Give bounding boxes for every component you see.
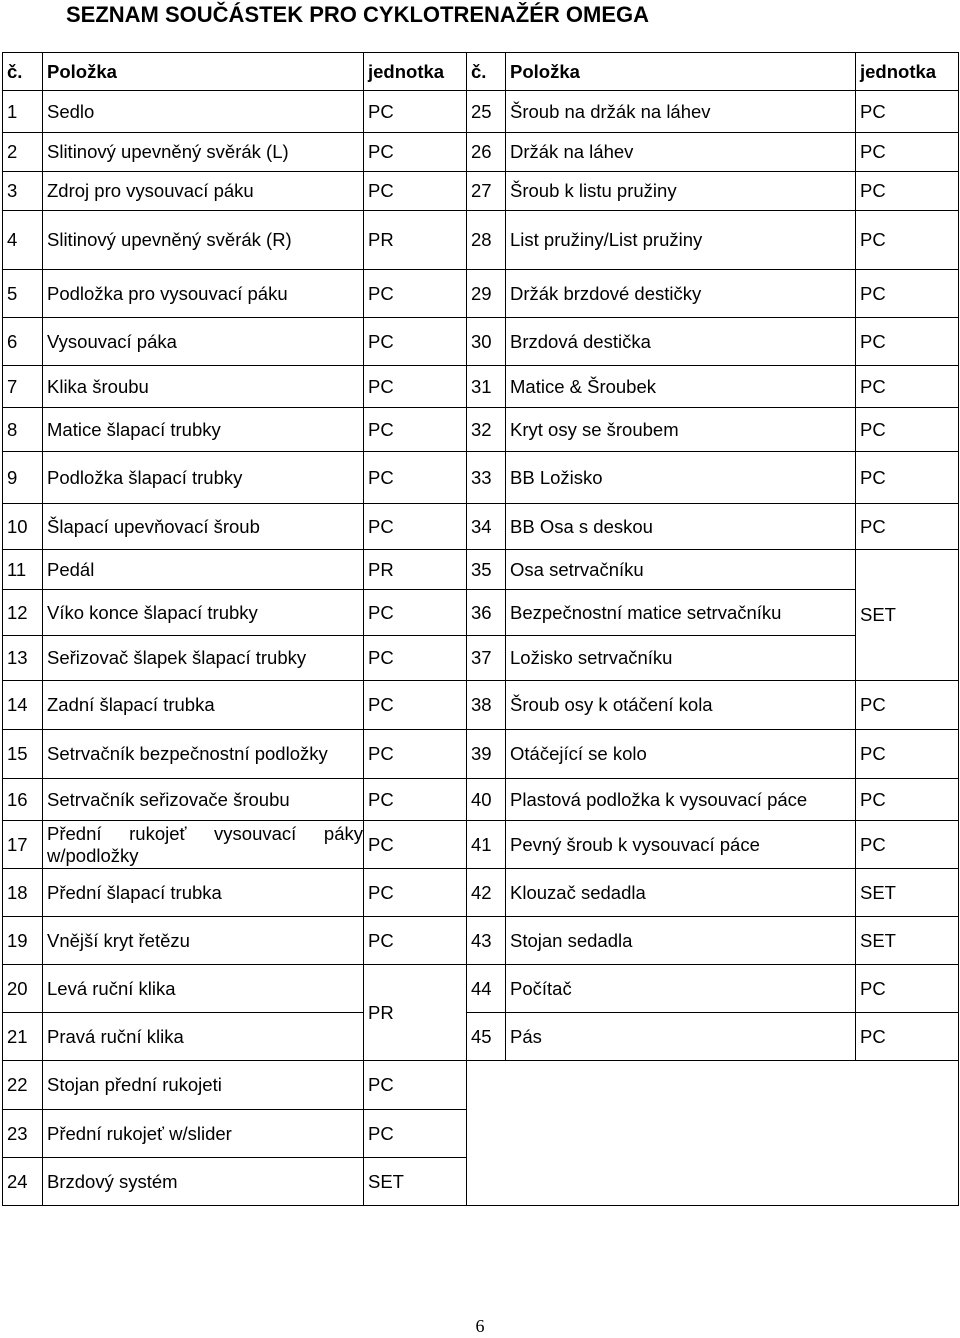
table-row xyxy=(3,318,959,366)
part-unit: PC xyxy=(364,917,467,965)
part-name: Počítač xyxy=(506,965,856,1013)
part-unit: PC xyxy=(856,408,959,452)
part-unit: PC xyxy=(856,133,959,172)
part-name: Šroub na držák na láhev xyxy=(506,91,856,133)
part-number: 39 xyxy=(467,730,506,779)
part-number: 24 xyxy=(3,1158,43,1206)
table-row xyxy=(3,211,959,270)
part-unit: PC xyxy=(364,318,467,366)
part-number: 4 xyxy=(3,211,43,270)
part-number: 42 xyxy=(467,869,506,917)
part-unit: PC xyxy=(364,270,467,318)
part-number: 31 xyxy=(467,366,506,408)
part-number: 22 xyxy=(3,1061,43,1110)
part-unit: PC xyxy=(364,172,467,211)
part-number: 45 xyxy=(467,1013,506,1061)
part-name: Slitinový upevněný svěrák (L) xyxy=(43,133,364,172)
part-number: 6 xyxy=(3,318,43,366)
table-row xyxy=(3,821,959,869)
part-name: Víko konce šlapací trubky xyxy=(43,590,364,636)
part-number: 25 xyxy=(467,91,506,133)
part-unit: PC xyxy=(364,408,467,452)
part-unit: PR xyxy=(364,550,467,590)
part-unit: PC xyxy=(856,681,959,730)
part-number: 3 xyxy=(3,172,43,211)
part-name: Brzdová destička xyxy=(506,318,856,366)
part-number: 33 xyxy=(467,452,506,504)
table-header-row xyxy=(3,53,959,91)
part-unit: PC xyxy=(364,636,467,681)
part-unit: SET xyxy=(856,869,959,917)
part-unit: PC xyxy=(364,133,467,172)
part-name: Kryt osy se šroubem xyxy=(506,408,856,452)
part-name: Matice šlapací trubky xyxy=(43,408,364,452)
part-name: Šlapací upevňovací šroub xyxy=(43,504,364,550)
part-number: 34 xyxy=(467,504,506,550)
table-row xyxy=(3,681,959,730)
part-name: Stojan přední rukojeti xyxy=(43,1061,364,1110)
header-unit-right: jednotka xyxy=(856,53,959,91)
part-name: Pedál xyxy=(43,550,364,590)
part-number: 35 xyxy=(467,550,506,590)
table-row xyxy=(3,504,959,550)
part-unit: PC xyxy=(856,318,959,366)
part-unit: PC xyxy=(856,211,959,270)
table-row xyxy=(3,550,959,590)
part-unit: PC xyxy=(856,452,959,504)
part-number: 8 xyxy=(3,408,43,452)
part-unit: PC xyxy=(364,1110,467,1158)
table-row xyxy=(3,730,959,779)
part-unit: PC xyxy=(364,590,467,636)
part-name: Pás xyxy=(506,1013,856,1061)
part-unit: PC xyxy=(364,91,467,133)
part-name: Zdroj pro vysouvací páku xyxy=(43,172,364,211)
part-name: Slitinový upevněný svěrák (R) xyxy=(43,211,364,270)
part-unit: PC xyxy=(856,270,959,318)
header-number-right: č. xyxy=(467,53,506,91)
table-row xyxy=(3,965,959,1013)
part-name: Levá ruční klika xyxy=(43,965,364,1013)
part-name: Šroub osy k otáčení kola xyxy=(506,681,856,730)
part-number: 7 xyxy=(3,366,43,408)
part-name: Klika šroubu xyxy=(43,366,364,408)
part-number: 11 xyxy=(3,550,43,590)
part-name: Stojan sedadla xyxy=(506,917,856,965)
part-number: 20 xyxy=(3,965,43,1013)
part-unit: PC xyxy=(856,172,959,211)
table-row xyxy=(3,590,959,636)
part-name: Osa setrvačníku xyxy=(506,550,856,590)
header-item-right: Položka xyxy=(506,53,856,91)
part-number: 12 xyxy=(3,590,43,636)
header-number-left: č. xyxy=(3,53,43,91)
part-name: Seřizovač šlapek šlapací trubky xyxy=(43,636,364,681)
part-unit: PC xyxy=(364,452,467,504)
part-number: 21 xyxy=(3,1013,43,1061)
table-row xyxy=(3,408,959,452)
part-name: Matice & Šroubek xyxy=(506,366,856,408)
part-unit: PC xyxy=(364,821,467,869)
part-unit: PC xyxy=(364,730,467,779)
table-row xyxy=(3,1061,959,1110)
part-number: 26 xyxy=(467,133,506,172)
part-unit: PC xyxy=(856,366,959,408)
part-name: Setrvačník bezpečnostní podložky xyxy=(43,730,364,779)
part-name: Šroub k listu pružiny xyxy=(506,172,856,211)
part-number: 10 xyxy=(3,504,43,550)
table-row xyxy=(3,917,959,965)
part-name: Setrvačník seřizovače šroubu xyxy=(43,779,364,821)
part-unit: PC xyxy=(856,730,959,779)
part-unit: PC xyxy=(364,504,467,550)
table-row xyxy=(3,133,959,172)
part-unit: PC xyxy=(856,1013,959,1061)
part-name: List pružiny/List pružiny xyxy=(506,211,856,270)
part-number: 28 xyxy=(467,211,506,270)
page-number: 6 xyxy=(475,1316,485,1336)
part-unit: PC xyxy=(364,366,467,408)
part-number: 1 xyxy=(3,91,43,133)
part-unit: PC xyxy=(856,91,959,133)
part-unit: SET xyxy=(364,1158,467,1206)
part-name: Přední rukojeť w/slider xyxy=(43,1110,364,1158)
part-unit: SET xyxy=(856,917,959,965)
part-name xyxy=(43,821,364,869)
part-name: Klouzač sedadla xyxy=(506,869,856,917)
part-number: 5 xyxy=(3,270,43,318)
empty-cell xyxy=(467,1061,959,1206)
part-name: Bezpečnostní matice setrvačníku xyxy=(506,590,856,636)
part-unit: PC xyxy=(856,821,959,869)
part-name-line: Přední rukojeť vysouvací páky xyxy=(47,822,363,844)
part-name: Zadní šlapací trubka xyxy=(43,681,364,730)
part-number: 14 xyxy=(3,681,43,730)
part-name: Plastová podložka k vysouvací páce xyxy=(506,779,856,821)
part-unit: PR xyxy=(364,211,467,270)
part-name: Přední šlapací trubka xyxy=(43,869,364,917)
part-number: 15 xyxy=(3,730,43,779)
part-unit-merged: PR xyxy=(364,965,467,1061)
part-number: 38 xyxy=(467,681,506,730)
page-title: SEZNAM SOUČÁSTEK PRO CYKLOTRENAŽÉR OMEGA xyxy=(66,2,650,27)
part-number: 27 xyxy=(467,172,506,211)
table-row xyxy=(3,366,959,408)
part-number: 18 xyxy=(3,869,43,917)
part-unit-merged: SET xyxy=(856,550,959,681)
part-unit: PC xyxy=(364,869,467,917)
part-unit: PC xyxy=(364,779,467,821)
part-number: 16 xyxy=(3,779,43,821)
part-unit: PC xyxy=(364,1061,467,1110)
part-unit: PC xyxy=(856,779,959,821)
part-name-line: w/podložky xyxy=(47,844,139,866)
table-row xyxy=(3,636,959,681)
part-name: BB Ložisko xyxy=(506,452,856,504)
part-name: Pevný šroub k vysouvací páce xyxy=(506,821,856,869)
part-number: 13 xyxy=(3,636,43,681)
part-number: 30 xyxy=(467,318,506,366)
part-name: Vysouvací páka xyxy=(43,318,364,366)
part-name: Sedlo xyxy=(43,91,364,133)
part-number: 37 xyxy=(467,636,506,681)
table-row xyxy=(3,452,959,504)
parts-table xyxy=(2,52,959,1206)
part-name: Držák na láhev xyxy=(506,133,856,172)
header-item-left: Položka xyxy=(43,53,364,91)
part-name: Držák brzdové destičky xyxy=(506,270,856,318)
part-name: Vnější kryt řetězu xyxy=(43,917,364,965)
part-number: 36 xyxy=(467,590,506,636)
part-number: 29 xyxy=(467,270,506,318)
table-row xyxy=(3,1013,959,1061)
part-name: Ložisko setrvačníku xyxy=(506,636,856,681)
part-number: 43 xyxy=(467,917,506,965)
part-unit: PC xyxy=(364,681,467,730)
part-number: 9 xyxy=(3,452,43,504)
part-number: 41 xyxy=(467,821,506,869)
part-unit: PC xyxy=(856,965,959,1013)
table-row xyxy=(3,869,959,917)
part-name: Pravá ruční klika xyxy=(43,1013,364,1061)
part-number: 32 xyxy=(467,408,506,452)
table-row xyxy=(3,270,959,318)
table-row xyxy=(3,172,959,211)
part-number: 40 xyxy=(467,779,506,821)
table-row xyxy=(3,779,959,821)
part-name: Podložka pro vysouvací páku xyxy=(43,270,364,318)
table-row xyxy=(3,91,959,133)
part-number: 23 xyxy=(3,1110,43,1158)
part-name: Otáčející se kolo xyxy=(506,730,856,779)
header-unit-left: jednotka xyxy=(364,53,467,91)
part-number: 17 xyxy=(3,821,43,869)
part-unit: PC xyxy=(856,504,959,550)
part-name: Podložka šlapací trubky xyxy=(43,452,364,504)
part-number: 2 xyxy=(3,133,43,172)
part-number: 19 xyxy=(3,917,43,965)
part-name: BB Osa s deskou xyxy=(506,504,856,550)
part-number: 44 xyxy=(467,965,506,1013)
part-name: Brzdový systém xyxy=(43,1158,364,1206)
